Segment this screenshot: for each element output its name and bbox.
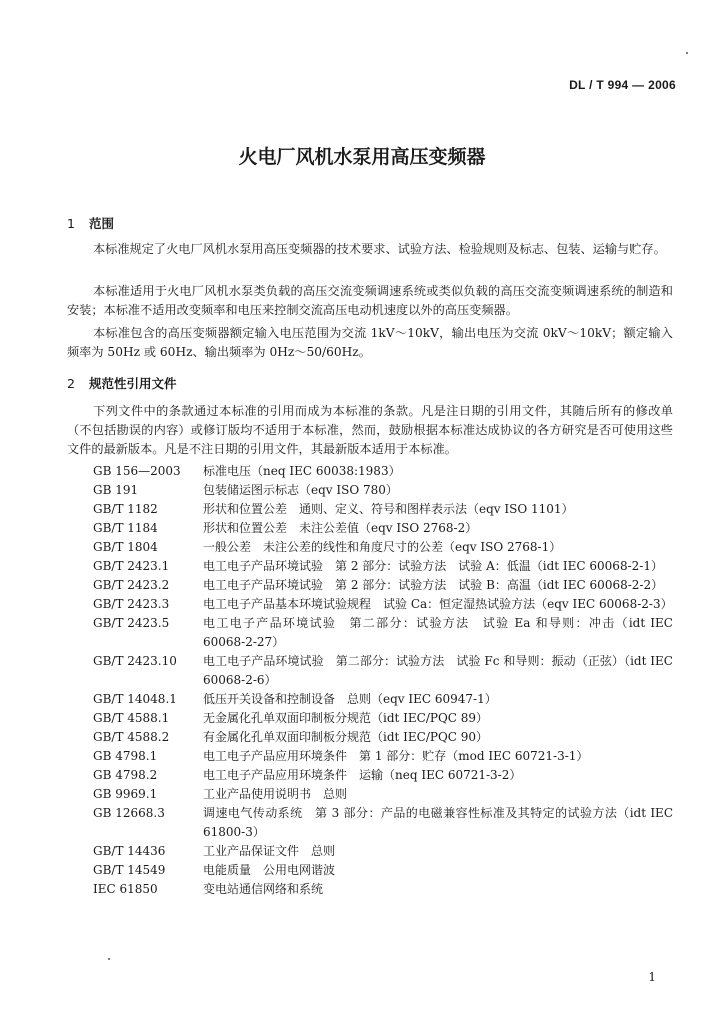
document-title: 火电厂风机水泵用高压变频器 — [238, 146, 486, 168]
section-number: 1 — [67, 216, 75, 231]
reference-title: 电工电子产品环境试验 第 2 部分：试验方法 试验 A：低温（idt IEC 60068-2-1） — [203, 559, 663, 573]
section-1-paragraph-2: 本标准适用于火电厂风机水泵类负载的高压交流变频调速系统或类似负载的高压交流变频调速系统的制造和安装；本标准不适用改变频率和电压来控制交流高压电动机速度以外的高压变频器。 — [67, 284, 673, 317]
reference-title: 电工电子产品环境试验 第 2 部分：试验方法 试验 B：高温（idt IEC 60068-2-2） — [203, 578, 664, 592]
reference-row — [93, 595, 673, 614]
reference-title: 有金属化孔单双面印制板分规范（idt IEC/PQC 90） — [203, 730, 489, 744]
reference-code: GB 156—2003 — [93, 464, 181, 478]
reference-code: GB 9969.1 — [93, 787, 158, 801]
reference-title: 无金属化孔单双面印制板分规范（idt IEC/PQC 89） — [203, 711, 489, 725]
reference-row — [93, 538, 673, 557]
reference-title: 电工电子产品环境试验 第二部分：试验方法 试验 Fc 和导则：振动（正弦）（idt IEC 60068-2-6） — [203, 654, 673, 687]
reference-title: 一般公差 未注公差的线性和角度尺寸的公差（eqv ISO 2768-1） — [203, 540, 562, 554]
reference-title: 包装储运图示标志（eqv ISO 780） — [203, 483, 398, 497]
reference-row — [93, 880, 673, 899]
scan-speck — [108, 958, 110, 960]
reference-code: GB 191 — [93, 483, 139, 497]
reference-row — [93, 614, 673, 652]
reference-row — [93, 861, 673, 880]
reference-title: 电工电子产品应用环境条件 运输（neq IEC 60721-3-2） — [203, 768, 522, 782]
reference-code: GB 12668.3 — [93, 806, 165, 820]
reference-title: 低压开关设备和控制设备 总则（eqv IEC 60947-1） — [203, 692, 497, 706]
section-2-heading — [67, 374, 177, 392]
reference-code: GB/T 1184 — [93, 521, 158, 535]
scan-speck — [686, 52, 688, 54]
reference-code: GB/T 2423.1 — [93, 559, 170, 573]
reference-title: 电工电子产品环境试验 第二部分：试验方法 试验 Ea 和导则：冲击（idt IEC 60068-2-27） — [203, 616, 673, 649]
reference-title: 工业产品保证文件 总则 — [203, 844, 336, 858]
section-number: 2 — [67, 376, 75, 391]
reference-row — [93, 785, 673, 804]
reference-code: GB/T 2423.10 — [93, 654, 177, 668]
reference-row — [93, 500, 673, 519]
reference-row — [93, 709, 673, 728]
reference-title: 电工电子产品应用环境条件 第 1 部分：贮存（mod IEC 60721-3-1） — [203, 749, 589, 763]
reference-list — [93, 462, 673, 899]
section-1-paragraph-3: 本标准包含的高压变频器额定输入电压范围为交流 1kV～10kV，输出电压为交流 0kV～10kV；额定输入频率为 50Hz 或 60Hz、输出频率为 0Hz～50/60Hz。 — [67, 326, 673, 359]
reference-row — [93, 652, 673, 690]
reference-row — [93, 557, 673, 576]
reference-code: GB 4798.1 — [93, 749, 158, 763]
section-title: 范围 — [89, 216, 115, 231]
reference-row — [93, 766, 673, 785]
reference-title: 形状和位置公差 通则、定义、符号和图样表示法（eqv ISO 1101） — [203, 502, 574, 516]
reference-code: GB/T 14048.1 — [93, 692, 177, 706]
reference-title: 变电站通信网络和系统 — [203, 882, 324, 896]
reference-row — [93, 690, 673, 709]
reference-code: GB/T 14549 — [93, 863, 166, 877]
reference-code: GB/T 2423.5 — [93, 616, 170, 630]
reference-title: 电工电子产品基本环境试验规程 试验 Ca：恒定湿热试验方法（eqv IEC 60068-2-3） — [203, 597, 673, 611]
reference-title: 电能质量 公用电网谐波 — [203, 863, 336, 877]
section-title: 规范性引用文件 — [89, 376, 177, 391]
reference-row — [93, 462, 673, 481]
page-number: 1 — [648, 970, 656, 984]
reference-code: GB/T 1182 — [93, 502, 158, 516]
reference-title: 工业产品使用说明书 总则 — [203, 787, 348, 801]
reference-row — [93, 747, 673, 766]
reference-code: GB/T 4588.2 — [93, 730, 170, 744]
reference-row — [93, 576, 673, 595]
reference-title: 标准电压（neq IEC 60038:1983） — [203, 464, 401, 478]
reference-code: GB/T 4588.1 — [93, 711, 170, 725]
reference-code: GB 4798.2 — [93, 768, 158, 782]
standard-code: DL / T 994 — 2006 — [569, 78, 676, 92]
reference-code: GB/T 1804 — [93, 540, 158, 554]
reference-code: IEC 61850 — [93, 882, 158, 896]
reference-row — [93, 728, 673, 747]
reference-row — [93, 804, 673, 842]
reference-row — [93, 842, 673, 861]
section-1-paragraph-1: 本标准规定了火电厂风机水泵用高压变频器的技术要求、试验方法、检验规则及标志、包装、运输与贮存。 — [93, 242, 666, 256]
section-2-intro: 下列文件中的条款通过本标准的引用而成为本标准的条款。凡是注日期的引用文件，其随后所有的修改单（不包括勘误的内容）或修订版均不适用于本标准，然而，鼓励根据本标准达成协议的各方研究是否可使用这些文件的最新版本。凡是不注日期的引用文件，其最新版本适用于本标准。 — [67, 404, 673, 456]
reference-row — [93, 519, 673, 538]
reference-code: GB/T 2423.2 — [93, 578, 170, 592]
reference-row — [93, 481, 673, 500]
reference-code: GB/T 14436 — [93, 844, 166, 858]
reference-title: 调速电气传动系统 第 3 部分：产品的电磁兼容性标准及其特定的试验方法（idt IEC 61800-3） — [203, 806, 673, 839]
reference-title: 形状和位置公差 未注公差值（eqv ISO 2768-2） — [203, 521, 478, 535]
reference-code: GB/T 2423.3 — [93, 597, 170, 611]
section-1-heading — [67, 214, 114, 232]
